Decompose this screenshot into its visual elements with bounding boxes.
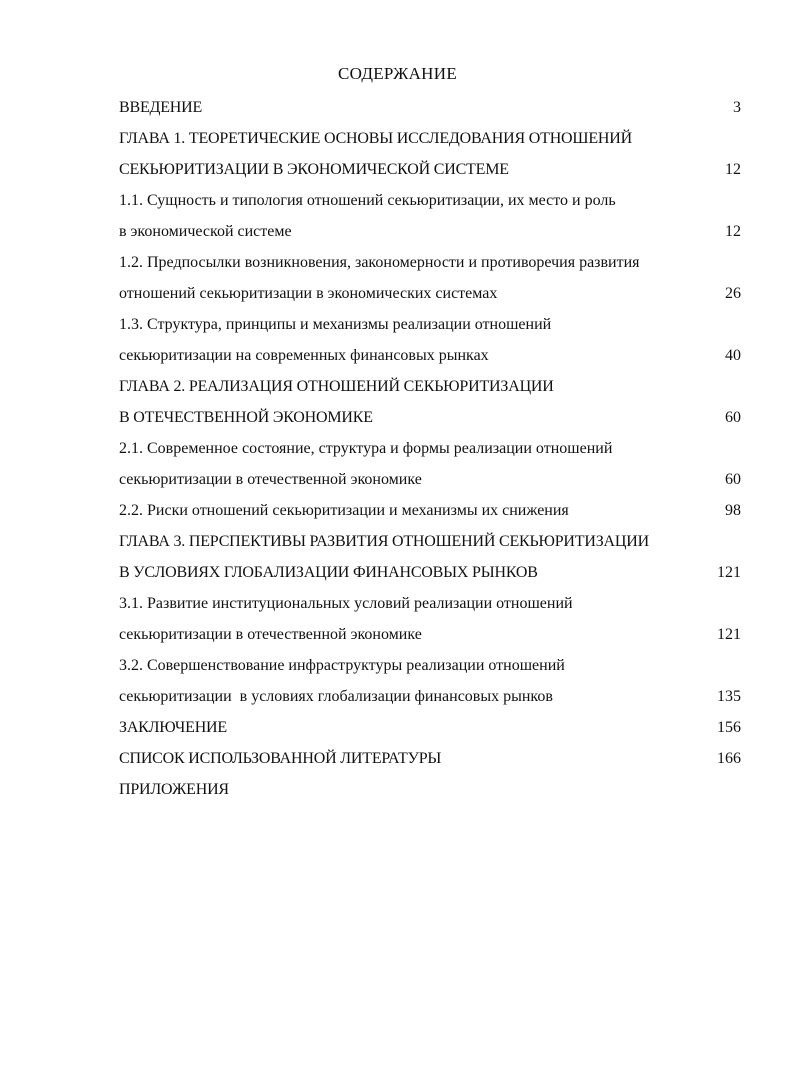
toc-entry <box>119 557 741 588</box>
toc-entry-text: СЕКЬЮРИТИЗАЦИИ В ЭКОНОМИЧЕСКОЙ СИСТЕМЕ <box>119 161 509 178</box>
toc-entry-text: в экономической системе <box>119 223 292 240</box>
toc-entry <box>119 185 741 216</box>
toc-entry-text: отношений секьюритизации в экономических системах <box>119 285 498 302</box>
toc-entry <box>119 681 741 712</box>
toc-entry-text: ГЛАВА 2. РЕАЛИЗАЦИЯ ОТНОШЕНИЙ СЕКЬЮРИТИЗАЦИИ <box>119 378 554 395</box>
toc-entry <box>119 712 741 743</box>
toc-entry-text: секьюритизации в условиях глобализации финансовых рынков <box>119 688 553 705</box>
toc-entry-text: 3.2. Совершенствование инфраструктуры реализации отношений <box>119 657 565 674</box>
toc-entry <box>119 340 741 371</box>
toc-entry-text: 1.2. Предпосылки возникновения, закономерности и противоречия развития <box>119 254 640 271</box>
toc-entry-text: секьюритизации на современных финансовых рынках <box>119 347 489 364</box>
toc-entry-text: 3.1. Развитие институциональных условий реализации отношений <box>119 595 573 612</box>
toc-entry <box>119 402 741 433</box>
toc-entry <box>119 588 741 619</box>
table-of-contents <box>119 92 741 805</box>
toc-entry-text: секьюритизации в отечественной экономике <box>119 626 422 643</box>
toc-entry-page: 166 <box>717 750 741 767</box>
toc-entry-page: 12 <box>725 223 741 240</box>
toc-entry <box>119 526 741 557</box>
toc-entry-page: 135 <box>717 688 741 705</box>
toc-entry-text: ВВЕДЕНИЕ <box>119 99 203 116</box>
toc-entry <box>119 619 741 650</box>
page-title: СОДЕРЖАНИЕ <box>337 64 458 83</box>
toc-entry-text: 2.2. Риски отношений секьюритизации и механизмы их снижения <box>119 502 569 519</box>
toc-entry-page: 60 <box>725 409 741 426</box>
toc-entry <box>119 495 741 526</box>
toc-entry-page: 40 <box>725 347 741 364</box>
toc-entry-page: 26 <box>725 285 741 302</box>
toc-entry <box>119 154 741 185</box>
toc-entry-page: 121 <box>717 626 741 643</box>
toc-entry <box>119 433 741 464</box>
toc-entry <box>119 247 741 278</box>
toc-entry-text: В УСЛОВИЯХ ГЛОБАЛИЗАЦИИ ФИНАНСОВЫХ РЫНКОВ <box>119 564 538 581</box>
toc-entry-page: 3 <box>733 99 741 116</box>
toc-entry-page: 121 <box>717 564 741 581</box>
toc-entry <box>119 650 741 681</box>
toc-entry-text: секьюритизации в отечественной экономике <box>119 471 422 488</box>
toc-entry <box>119 464 741 495</box>
toc-entry <box>119 774 741 805</box>
toc-entry-text: 1.3. Структура, принципы и механизмы реализации отношений <box>119 316 552 333</box>
toc-entry-text: 2.1. Современное состояние, структура и формы реализации отношений <box>119 440 613 457</box>
toc-entry-page: 156 <box>717 719 741 736</box>
toc-entry-text: СПИСОК ИСПОЛЬЗОВАННОЙ ЛИТЕРАТУРЫ <box>119 750 442 767</box>
toc-entry-text: ЗАКЛЮЧЕНИЕ <box>119 719 227 736</box>
toc-entry-text: 1.1. Сущность и типология отношений секьюритизации, их место и роль <box>119 192 616 209</box>
toc-entry <box>119 278 741 309</box>
toc-entry-text: ГЛАВА 3. ПЕРСПЕКТИВЫ РАЗВИТИЯ ОТНОШЕНИЙ СЕКЬЮРИТИЗАЦИИ <box>119 533 649 550</box>
toc-entry <box>119 216 741 247</box>
toc-entry-text: В ОТЕЧЕСТВЕННОЙ ЭКОНОМИКЕ <box>119 409 373 426</box>
toc-entry <box>119 92 741 123</box>
toc-entry-text: ГЛАВА 1. ТЕОРЕТИЧЕСКИЕ ОСНОВЫ ИССЛЕДОВАНИЯ ОТНОШЕНИЙ <box>119 130 632 147</box>
toc-entry <box>119 743 741 774</box>
toc-entry-text: ПРИЛОЖЕНИЯ <box>119 781 229 798</box>
toc-entry <box>119 123 741 154</box>
toc-entry-page: 12 <box>725 161 741 178</box>
toc-entry <box>119 371 741 402</box>
toc-entry-page: 98 <box>725 502 741 519</box>
toc-entry-page: 60 <box>725 471 741 488</box>
toc-entry <box>119 309 741 340</box>
